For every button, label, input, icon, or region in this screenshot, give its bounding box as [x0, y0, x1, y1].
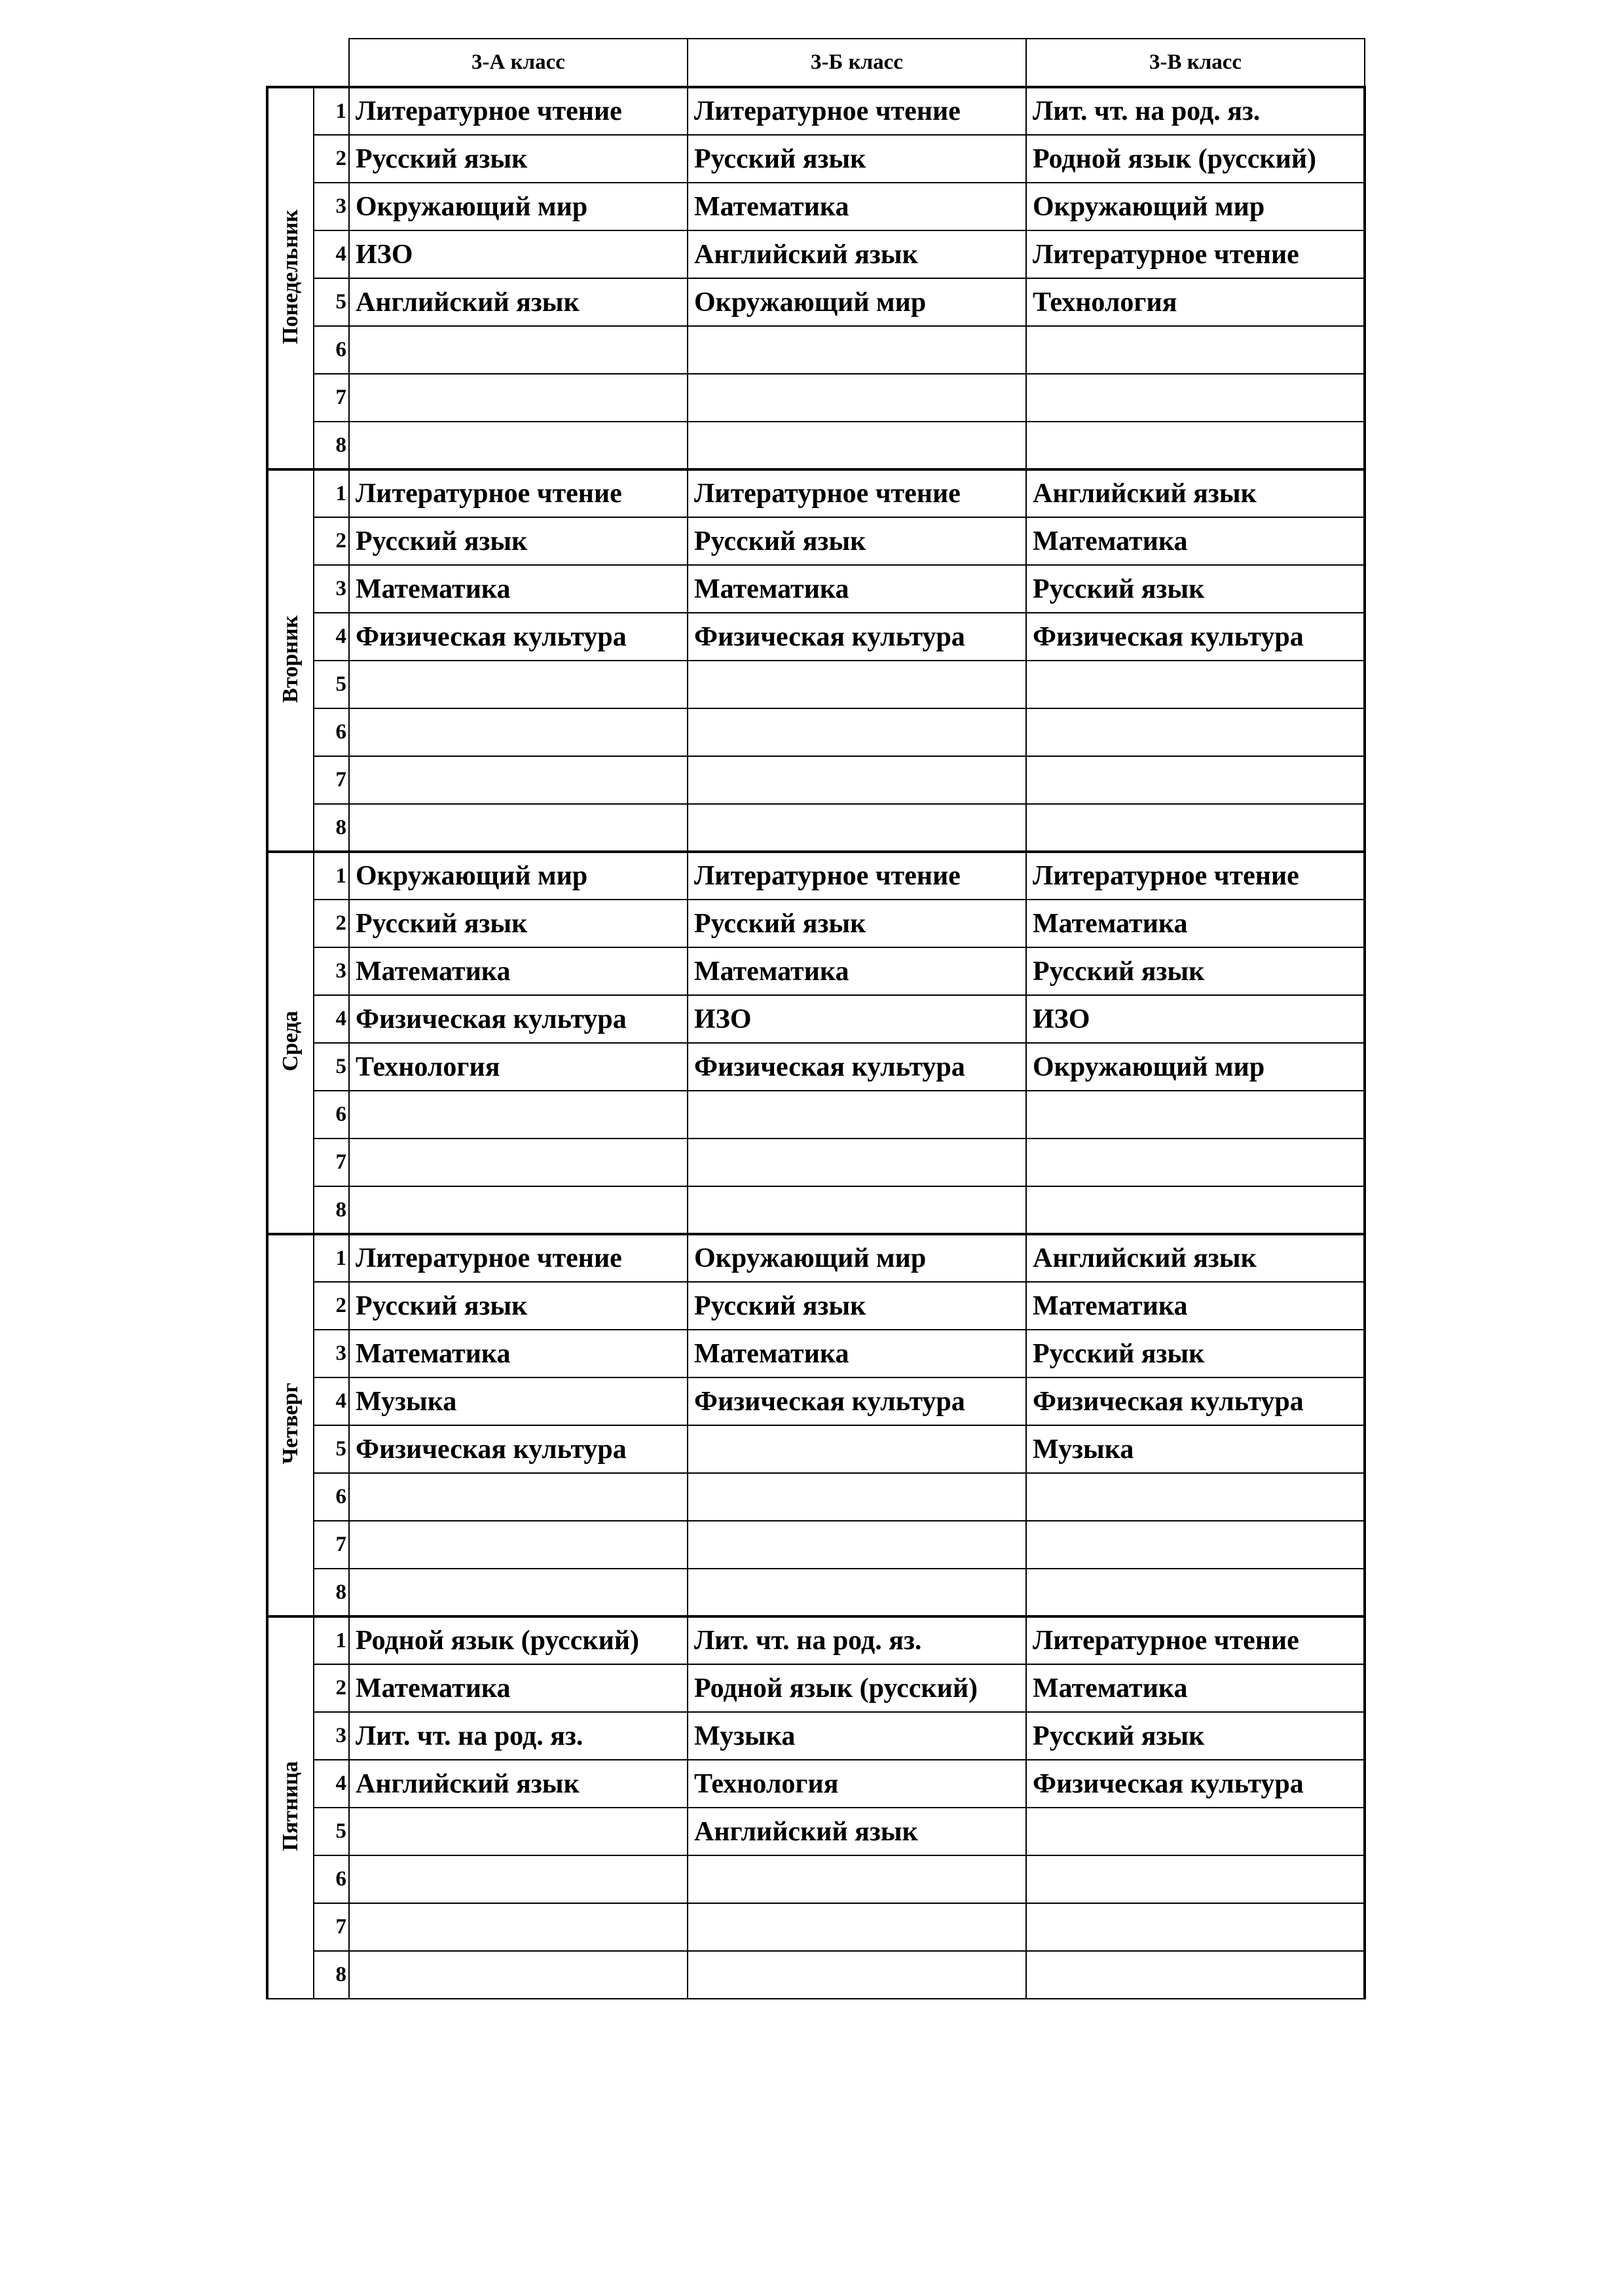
lesson-number: 6 — [314, 708, 349, 756]
subject-cell-class-3v — [1026, 1521, 1365, 1569]
subject-cell-class-3v — [1026, 326, 1365, 374]
subject-cell-class-3a — [349, 661, 688, 708]
lesson-row-wednesday-6 — [267, 1091, 1365, 1139]
subject-cell-class-3b — [688, 804, 1026, 852]
lesson-row-tuesday-2 — [267, 517, 1365, 565]
lesson-number: 4 — [314, 1377, 349, 1425]
subject-cell-class-3b: Русский язык — [688, 517, 1026, 565]
day-cell-friday — [267, 1616, 314, 1999]
subject-cell-class-3b — [688, 422, 1026, 469]
schedule-table — [266, 38, 1366, 1999]
lesson-row-monday-5 — [267, 278, 1365, 326]
subject-cell-class-3a — [349, 1808, 688, 1855]
lesson-number: 8 — [314, 422, 349, 469]
subject-cell-class-3b: Математика — [688, 565, 1026, 613]
lesson-row-tuesday-5 — [267, 661, 1365, 708]
subject-cell-class-3v: Литературное чтение — [1026, 1616, 1365, 1664]
lesson-number: 1 — [314, 852, 349, 900]
lesson-number: 8 — [314, 1186, 349, 1234]
lesson-number: 3 — [314, 565, 349, 613]
lesson-number: 5 — [314, 1425, 349, 1473]
lesson-number: 4 — [314, 1760, 349, 1808]
lesson-number: 7 — [314, 1521, 349, 1569]
subject-cell-class-3b — [688, 1425, 1026, 1473]
lesson-row-tuesday-3 — [267, 565, 1365, 613]
day-cell-monday — [267, 87, 314, 469]
subject-cell-class-3v: Английский язык — [1026, 1234, 1365, 1282]
lesson-row-thursday-6 — [267, 1473, 1365, 1521]
day-label: Среда — [278, 1011, 303, 1072]
day-cell-tuesday — [267, 469, 314, 852]
subject-cell-class-3a — [349, 1903, 688, 1951]
subject-cell-class-3b: Математика — [688, 183, 1026, 230]
subject-cell-class-3b: Математика — [688, 1330, 1026, 1377]
lesson-row-monday-6 — [267, 326, 1365, 374]
subject-cell-class-3a — [349, 1951, 688, 1999]
lesson-number: 5 — [314, 661, 349, 708]
lesson-number: 8 — [314, 1569, 349, 1616]
lesson-number: 1 — [314, 469, 349, 517]
lesson-number: 2 — [314, 1664, 349, 1712]
subject-cell-class-3a: Английский язык — [349, 1760, 688, 1808]
subject-cell-class-3b: Русский язык — [688, 900, 1026, 947]
subject-cell-class-3a: Технология — [349, 1043, 688, 1091]
lesson-row-wednesday-1 — [267, 852, 1365, 900]
subject-cell-class-3v — [1026, 661, 1365, 708]
subject-cell-class-3a — [349, 1091, 688, 1139]
subject-cell-class-3v — [1026, 756, 1365, 804]
lesson-row-thursday-2 — [267, 1282, 1365, 1330]
subject-cell-class-3b: Литературное чтение — [688, 852, 1026, 900]
subject-cell-class-3b: Окружающий мир — [688, 278, 1026, 326]
lesson-row-thursday-5 — [267, 1425, 1365, 1473]
subject-cell-class-3v: Физическая культура — [1026, 1377, 1365, 1425]
subject-cell-class-3a: Окружающий мир — [349, 183, 688, 230]
subject-cell-class-3v: Музыка — [1026, 1425, 1365, 1473]
lesson-row-friday-4 — [267, 1760, 1365, 1808]
lesson-number: 2 — [314, 1282, 349, 1330]
lesson-number: 7 — [314, 756, 349, 804]
subject-cell-class-3b: Физическая культура — [688, 1043, 1026, 1091]
subject-cell-class-3a: Английский язык — [349, 278, 688, 326]
lesson-row-monday-8 — [267, 422, 1365, 469]
lesson-number: 3 — [314, 947, 349, 995]
lesson-row-friday-6 — [267, 1855, 1365, 1903]
subject-cell-class-3b: Окружающий мир — [688, 1234, 1026, 1282]
subject-cell-class-3a: Русский язык — [349, 517, 688, 565]
subject-cell-class-3b — [688, 1903, 1026, 1951]
lesson-row-wednesday-7 — [267, 1139, 1365, 1186]
subject-cell-class-3a — [349, 1521, 688, 1569]
subject-cell-class-3a: Физическая культура — [349, 1425, 688, 1473]
subject-cell-class-3a — [349, 1186, 688, 1234]
subject-cell-class-3a — [349, 1855, 688, 1903]
day-cell-wednesday — [267, 852, 314, 1234]
subject-cell-class-3b: Английский язык — [688, 230, 1026, 278]
lesson-row-monday-2 — [267, 135, 1365, 183]
lesson-row-friday-5 — [267, 1808, 1365, 1855]
subject-cell-class-3v — [1026, 1903, 1365, 1951]
subject-cell-class-3v: Английский язык — [1026, 469, 1365, 517]
lesson-row-thursday-8 — [267, 1569, 1365, 1616]
subject-cell-class-3a: Лит. чт. на род. яз. — [349, 1712, 688, 1760]
subject-cell-class-3a — [349, 422, 688, 469]
lesson-row-monday-1 — [267, 87, 1365, 135]
subject-cell-class-3v — [1026, 708, 1365, 756]
day-label: Понедельник — [278, 209, 303, 344]
lesson-row-friday-2 — [267, 1664, 1365, 1712]
subject-cell-class-3a — [349, 326, 688, 374]
subject-cell-class-3b — [688, 1091, 1026, 1139]
lesson-number: 7 — [314, 1139, 349, 1186]
subject-cell-class-3b — [688, 1521, 1026, 1569]
lesson-row-tuesday-7 — [267, 756, 1365, 804]
subject-cell-class-3v: Технология — [1026, 278, 1365, 326]
column-header-3v: 3-В класс — [1026, 39, 1365, 87]
subject-cell-class-3a: Русский язык — [349, 900, 688, 947]
lesson-number: 7 — [314, 1903, 349, 1951]
subject-cell-class-3v: Русский язык — [1026, 947, 1365, 995]
lesson-row-friday-1 — [267, 1616, 1365, 1664]
subject-cell-class-3v: Физическая культура — [1026, 613, 1365, 661]
lesson-number: 5 — [314, 1808, 349, 1855]
lesson-number: 5 — [314, 278, 349, 326]
subject-cell-class-3b: Английский язык — [688, 1808, 1026, 1855]
subject-cell-class-3a: Математика — [349, 1664, 688, 1712]
subject-cell-class-3v — [1026, 1139, 1365, 1186]
subject-cell-class-3v: Математика — [1026, 517, 1365, 565]
subject-cell-class-3v — [1026, 1186, 1365, 1234]
subject-cell-class-3v: Окружающий мир — [1026, 1043, 1365, 1091]
subject-cell-class-3b — [688, 661, 1026, 708]
lesson-number: 4 — [314, 613, 349, 661]
subject-cell-class-3a — [349, 804, 688, 852]
lesson-number: 8 — [314, 1951, 349, 1999]
lesson-row-friday-8 — [267, 1951, 1365, 1999]
lesson-number: 6 — [314, 1091, 349, 1139]
lesson-row-thursday-4 — [267, 1377, 1365, 1425]
lesson-row-friday-3 — [267, 1712, 1365, 1760]
lesson-number: 2 — [314, 900, 349, 947]
subject-cell-class-3b — [688, 326, 1026, 374]
lesson-number: 6 — [314, 326, 349, 374]
subject-cell-class-3a: Физическая культура — [349, 613, 688, 661]
lesson-number: 4 — [314, 230, 349, 278]
lesson-number: 4 — [314, 995, 349, 1043]
subject-cell-class-3v — [1026, 1951, 1365, 1999]
subject-cell-class-3a — [349, 1139, 688, 1186]
subject-cell-class-3v: Литературное чтение — [1026, 230, 1365, 278]
subject-cell-class-3a — [349, 1569, 688, 1616]
subject-cell-class-3v: Окружающий мир — [1026, 183, 1365, 230]
subject-cell-class-3v — [1026, 1569, 1365, 1616]
subject-cell-class-3v: ИЗО — [1026, 995, 1365, 1043]
lesson-number: 1 — [314, 1616, 349, 1664]
day-label: Вторник — [278, 615, 303, 703]
subject-cell-class-3b — [688, 1139, 1026, 1186]
subject-cell-class-3a: Математика — [349, 565, 688, 613]
lesson-number: 2 — [314, 517, 349, 565]
lesson-row-thursday-7 — [267, 1521, 1365, 1569]
subject-cell-class-3b: Русский язык — [688, 135, 1026, 183]
lesson-number: 3 — [314, 1712, 349, 1760]
subject-cell-class-3v — [1026, 1473, 1365, 1521]
lesson-number: 6 — [314, 1855, 349, 1903]
subject-cell-class-3b: Лит. чт. на род. яз. — [688, 1616, 1026, 1664]
subject-cell-class-3b — [688, 1855, 1026, 1903]
subject-cell-class-3v: Русский язык — [1026, 1330, 1365, 1377]
subject-cell-class-3b — [688, 1186, 1026, 1234]
subject-cell-class-3a: Русский язык — [349, 1282, 688, 1330]
lesson-number: 5 — [314, 1043, 349, 1091]
lesson-row-tuesday-6 — [267, 708, 1365, 756]
schedule-body — [267, 87, 1365, 1999]
column-header-3a: 3-А класс — [349, 39, 688, 87]
subject-cell-class-3b — [688, 1569, 1026, 1616]
subject-cell-class-3a: Математика — [349, 1330, 688, 1377]
lesson-row-wednesday-2 — [267, 900, 1365, 947]
subject-cell-class-3b — [688, 374, 1026, 422]
column-header-3b: 3-Б класс — [688, 39, 1026, 87]
subject-cell-class-3b: Музыка — [688, 1712, 1026, 1760]
subject-cell-class-3v — [1026, 804, 1365, 852]
subject-cell-class-3a: Литературное чтение — [349, 469, 688, 517]
lesson-row-monday-4 — [267, 230, 1365, 278]
subject-cell-class-3b: ИЗО — [688, 995, 1026, 1043]
lesson-row-monday-3 — [267, 183, 1365, 230]
subject-cell-class-3v — [1026, 422, 1365, 469]
subject-cell-class-3v: Русский язык — [1026, 565, 1365, 613]
lesson-number: 1 — [314, 1234, 349, 1282]
lesson-number: 6 — [314, 1473, 349, 1521]
subject-cell-class-3v: Лит. чт. на род. яз. — [1026, 87, 1365, 135]
day-cell-thursday — [267, 1234, 314, 1616]
subject-cell-class-3a: Окружающий мир — [349, 852, 688, 900]
subject-cell-class-3a: Литературное чтение — [349, 87, 688, 135]
lesson-row-friday-7 — [267, 1903, 1365, 1951]
subject-cell-class-3b: Русский язык — [688, 1282, 1026, 1330]
subject-cell-class-3v: Русский язык — [1026, 1712, 1365, 1760]
lesson-row-monday-7 — [267, 374, 1365, 422]
lesson-number: 3 — [314, 1330, 349, 1377]
lesson-row-wednesday-3 — [267, 947, 1365, 995]
subject-cell-class-3b: Технология — [688, 1760, 1026, 1808]
subject-cell-class-3a: Математика — [349, 947, 688, 995]
subject-cell-class-3b — [688, 756, 1026, 804]
subject-cell-class-3a: Родной язык (русский) — [349, 1616, 688, 1664]
subject-cell-class-3v: Физическая культура — [1026, 1760, 1365, 1808]
subject-cell-class-3b: Математика — [688, 947, 1026, 995]
subject-cell-class-3a: Физическая культура — [349, 995, 688, 1043]
lesson-row-wednesday-5 — [267, 1043, 1365, 1091]
subject-cell-class-3a: Музыка — [349, 1377, 688, 1425]
day-label: Пятница — [278, 1761, 303, 1851]
subject-cell-class-3b: Родной язык (русский) — [688, 1664, 1026, 1712]
day-label: Четверг — [278, 1383, 303, 1465]
subject-cell-class-3b — [688, 1951, 1026, 1999]
subject-cell-class-3a — [349, 1473, 688, 1521]
lesson-row-thursday-1 — [267, 1234, 1365, 1282]
lesson-number: 2 — [314, 135, 349, 183]
header-row — [267, 39, 1365, 87]
lesson-row-wednesday-4 — [267, 995, 1365, 1043]
subject-cell-class-3a: Литературное чтение — [349, 1234, 688, 1282]
subject-cell-class-3v — [1026, 1855, 1365, 1903]
subject-cell-class-3v — [1026, 1808, 1365, 1855]
subject-cell-class-3a — [349, 374, 688, 422]
subject-cell-class-3a: ИЗО — [349, 230, 688, 278]
subject-cell-class-3a: Русский язык — [349, 135, 688, 183]
subject-cell-class-3b — [688, 708, 1026, 756]
lesson-row-tuesday-8 — [267, 804, 1365, 852]
subject-cell-class-3a — [349, 756, 688, 804]
subject-cell-class-3v: Родной язык (русский) — [1026, 135, 1365, 183]
subject-cell-class-3b: Физическая культура — [688, 1377, 1026, 1425]
subject-cell-class-3b: Литературное чтение — [688, 469, 1026, 517]
subject-cell-class-3b: Литературное чтение — [688, 87, 1026, 135]
subject-cell-class-3v: Математика — [1026, 1282, 1365, 1330]
subject-cell-class-3a — [349, 708, 688, 756]
lesson-row-tuesday-1 — [267, 469, 1365, 517]
lesson-number: 3 — [314, 183, 349, 230]
subject-cell-class-3v: Математика — [1026, 1664, 1365, 1712]
subject-cell-class-3v — [1026, 374, 1365, 422]
subject-cell-class-3v: Математика — [1026, 900, 1365, 947]
header-corner — [267, 39, 349, 87]
lesson-row-wednesday-8 — [267, 1186, 1365, 1234]
subject-cell-class-3b: Физическая культура — [688, 613, 1026, 661]
lesson-row-thursday-3 — [267, 1330, 1365, 1377]
lesson-number: 1 — [314, 87, 349, 135]
lesson-number: 8 — [314, 804, 349, 852]
subject-cell-class-3v: Литературное чтение — [1026, 852, 1365, 900]
lesson-row-tuesday-4 — [267, 613, 1365, 661]
lesson-number: 7 — [314, 374, 349, 422]
subject-cell-class-3b — [688, 1473, 1026, 1521]
subject-cell-class-3v — [1026, 1091, 1365, 1139]
